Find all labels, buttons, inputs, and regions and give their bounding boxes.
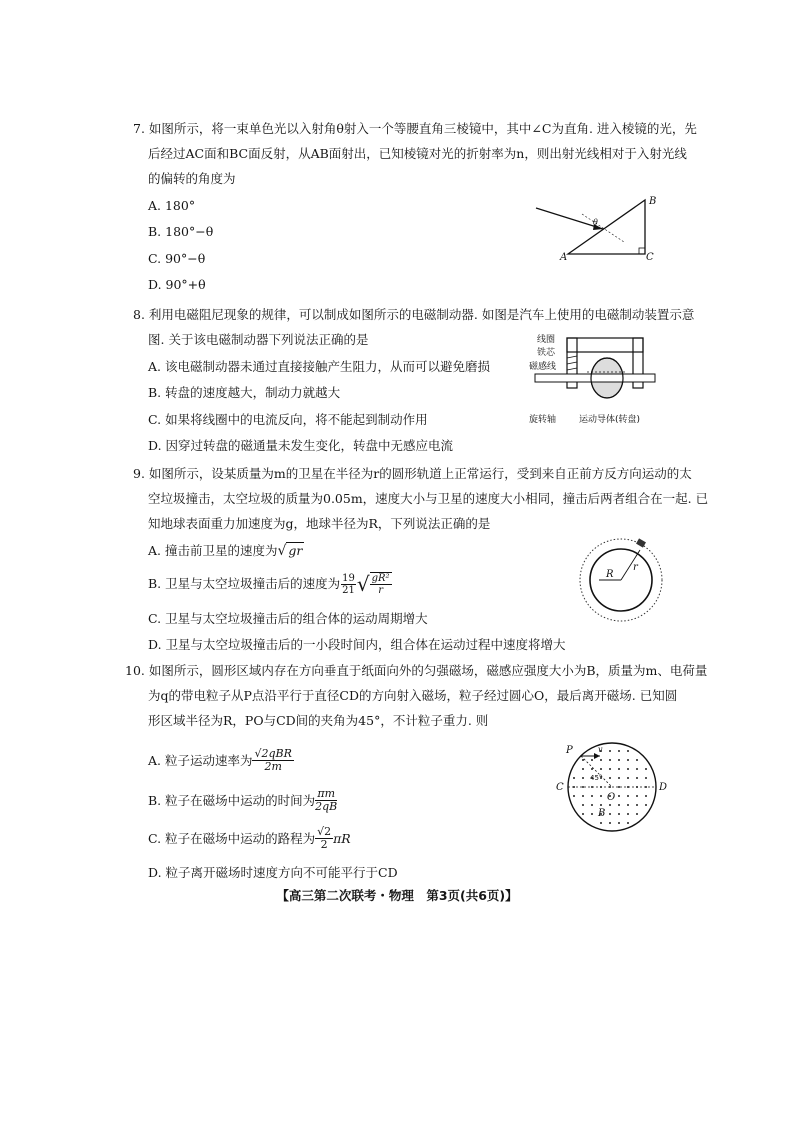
field-dot [618, 750, 620, 752]
brake-label-core: 铁芯 [537, 348, 556, 358]
field-dot [591, 804, 593, 806]
q7-stem-line-2: 后经过AC面和BC面反射，从AB面射出，已知棱镜对光的折射率为n，则出射光线相对于入射光线 [148, 146, 687, 161]
q10-option-a [148, 748, 294, 773]
field-dot [582, 804, 584, 806]
field-dot [600, 822, 602, 824]
q10-option-a-text: A. 粒子运动速率为 [148, 752, 253, 768]
q9-stem-line-2: 空垃圾撞击，太空垃圾的质量为0.05m，速度大小与卫星的速度大小相同，撞击后两者组合在一起. 已 [148, 491, 709, 506]
q9-option-b-text: B. 卫星与太空垃圾撞击后的速度为 [148, 576, 341, 591]
field-dot [645, 795, 647, 797]
q7-stem-line-3: 的偏转的角度为 [148, 171, 236, 186]
q9-option-b: B. 卫星与太空垃圾撞击后的速度为 $\frac{19}{21}$ √ $\frac{\text{gR²}}{r}$ [148, 572, 390, 596]
q9-option-b-root-den: r [378, 585, 383, 596]
prism-label-b: B [649, 196, 657, 207]
prism-figure [528, 192, 668, 264]
q7-option-c: C. 90°−θ [148, 251, 206, 266]
field-dot [645, 777, 647, 779]
q9-option-a-expr: gr [288, 543, 303, 558]
q10-stem-line-1: 10. 如图所示，圆形区域内存在方向垂直于纸面向外的匀强磁场，磁感应强度大小为B，质量为m、电荷量 [125, 663, 708, 678]
field-dot [627, 813, 629, 815]
field-dot [600, 759, 602, 761]
field-dot [636, 813, 638, 815]
q10-option-a-den: 2m [264, 760, 282, 773]
prism-label-theta: θ [593, 218, 598, 227]
field-dot [582, 777, 584, 779]
field-dot [627, 759, 629, 761]
brake-label-disk: 运动导体(转盘) [579, 415, 641, 425]
magnetic-field-figure [552, 738, 670, 836]
field-dot [636, 759, 638, 761]
field-dot [609, 813, 611, 815]
mf-label-v: v [598, 745, 603, 754]
field-dot [627, 768, 629, 770]
field-dot [609, 804, 611, 806]
q9-option-b-frac-den: 21 [342, 584, 355, 596]
mf-label-angle: 45° [590, 774, 603, 782]
field-dot [618, 759, 620, 761]
q10-option-b-text: B. 粒子在磁场中运动的时间为 [148, 792, 316, 808]
field-dot [627, 822, 629, 824]
field-dot [627, 750, 629, 752]
q8-option-b: B. 转盘的速度越大，制动力就越大 [148, 385, 341, 400]
q10-stem-line-2: 为q的带电粒子从P点沿平行于直径CD的方向射入磁场，粒子经过圆心O，最后离开磁场. 已知圆 [148, 688, 678, 703]
field-dot [618, 795, 620, 797]
field-dot [582, 768, 584, 770]
brake-label-field-line: 磁感线 [529, 362, 557, 372]
field-dot [627, 777, 629, 779]
field-dot [636, 804, 638, 806]
brake-label-axle: 旋转轴 [529, 415, 557, 425]
prism-label-a: A [560, 252, 568, 263]
q9-option-a: A. 撞击前卫星的速度为√ gr [148, 543, 303, 559]
q8-option-c: C. 如果将线圈中的电流反向，将不能起到制动作用 [148, 412, 428, 427]
field-dot [645, 804, 647, 806]
field-dot [636, 768, 638, 770]
orbit-label-big-r: R [606, 569, 614, 580]
q10-option-c-text: C. 粒子在磁场中运动的路程为 [148, 830, 316, 846]
mf-label-b: B [598, 808, 606, 819]
field-dot [645, 768, 647, 770]
q10-option-c [148, 826, 351, 851]
q7-option-a: A. 180° [148, 198, 196, 213]
field-dot [591, 768, 593, 770]
field-dot [582, 786, 584, 788]
q8-stem-line-2: 图. 关于该电磁制动器下列说法正确的是 [148, 332, 369, 347]
q10-stem-line-3: 形区域半径为R，PO与CD间的夹角为45°，不计粒子重力. 则 [148, 713, 489, 728]
field-dot [591, 813, 593, 815]
q10-option-b-num: πm [317, 787, 336, 800]
field-dot [609, 768, 611, 770]
field-dot [600, 768, 602, 770]
field-dot [609, 759, 611, 761]
mf-label-p: P [566, 745, 573, 756]
q8-option-a: A. 该电磁制动器未通过直接接触产生阻力，从而可以避免磨损 [148, 359, 490, 374]
q9-stem-line-3: 知地球表面重力加速度为g，地球半径为R，下列说法正确的是 [148, 516, 491, 531]
page-footer: 【高三第二次联考・物理 第3页(共6页)】 [276, 888, 518, 903]
field-dot [582, 813, 584, 815]
field-dot [582, 759, 584, 761]
q7-stem-line-1: 7. 如图所示，将一束单色光以入射角θ射入一个等腰直角三棱镜中，其中∠C为直角. 进入棱镜的光，先 [133, 121, 697, 136]
q10-option-b-den: 2qB [315, 800, 338, 813]
mf-label-d: D [659, 782, 668, 793]
q9-stem-line-1: 9. 如图所示，设某质量为m的卫星在半径为r的圆形轨道上正常运行，受到来自正前方反方向运动的太 [133, 466, 692, 481]
field-dot [618, 813, 620, 815]
field-dot [591, 795, 593, 797]
orbit-label-small-r: r [633, 562, 638, 573]
field-dot [618, 804, 620, 806]
q9-option-a-text: A. 撞击前卫星的速度为 [148, 543, 278, 558]
field-dot [618, 786, 620, 788]
field-dot [591, 759, 593, 761]
prism-label-c: C [646, 252, 654, 263]
field-dot [609, 750, 611, 752]
q8-option-d: D. 因穿过转盘的磁通量未发生变化，转盘中无感应电流 [148, 438, 454, 453]
q9-option-b-root-num: gR² [371, 573, 390, 584]
field-dot [627, 804, 629, 806]
q10-option-b [148, 788, 337, 813]
mf-label-c: C [556, 782, 564, 793]
field-dot [636, 777, 638, 779]
q10-option-c-num: √2 [317, 825, 332, 838]
brake-label-coil: 线圈 [537, 335, 556, 345]
mf-label-o: O [607, 792, 616, 803]
field-dot [609, 822, 611, 824]
field-dot [600, 795, 602, 797]
q9-option-b-frac-num: 19 [342, 572, 355, 584]
field-dot [582, 795, 584, 797]
field-dot [609, 777, 611, 779]
q10-option-c-suffix: πR [333, 830, 351, 846]
q9-option-d: D. 卫星与太空垃圾撞击后的一小段时间内，组合体在运动过程中速度将增大 [148, 637, 566, 652]
q7-option-d: D. 90°+θ [148, 277, 206, 292]
field-dot [627, 795, 629, 797]
orbit-figure [576, 534, 666, 624]
field-dot [618, 777, 620, 779]
q10-option-c-den: 2 [320, 838, 328, 851]
field-dot [573, 777, 575, 779]
field-dot [618, 768, 620, 770]
field-dot [573, 795, 575, 797]
field-dot [636, 795, 638, 797]
q9-option-c: C. 卫星与太空垃圾撞击后的组合体的运动周期增大 [148, 611, 428, 626]
q10-option-a-num: √2qBR [254, 747, 292, 760]
field-dot [600, 804, 602, 806]
brake-figure [527, 330, 667, 430]
q7-option-b: B. 180°−θ [148, 224, 214, 239]
q10-option-d: D. 粒子离开磁场时速度方向不可能平行于CD [148, 865, 398, 880]
q8-stem-line-1: 8. 利用电磁阻尼现象的规律，可以制成如图所示的电磁制动器. 如图是汽车上使用的电磁制动装置示意 [133, 307, 695, 322]
field-dot [618, 822, 620, 824]
